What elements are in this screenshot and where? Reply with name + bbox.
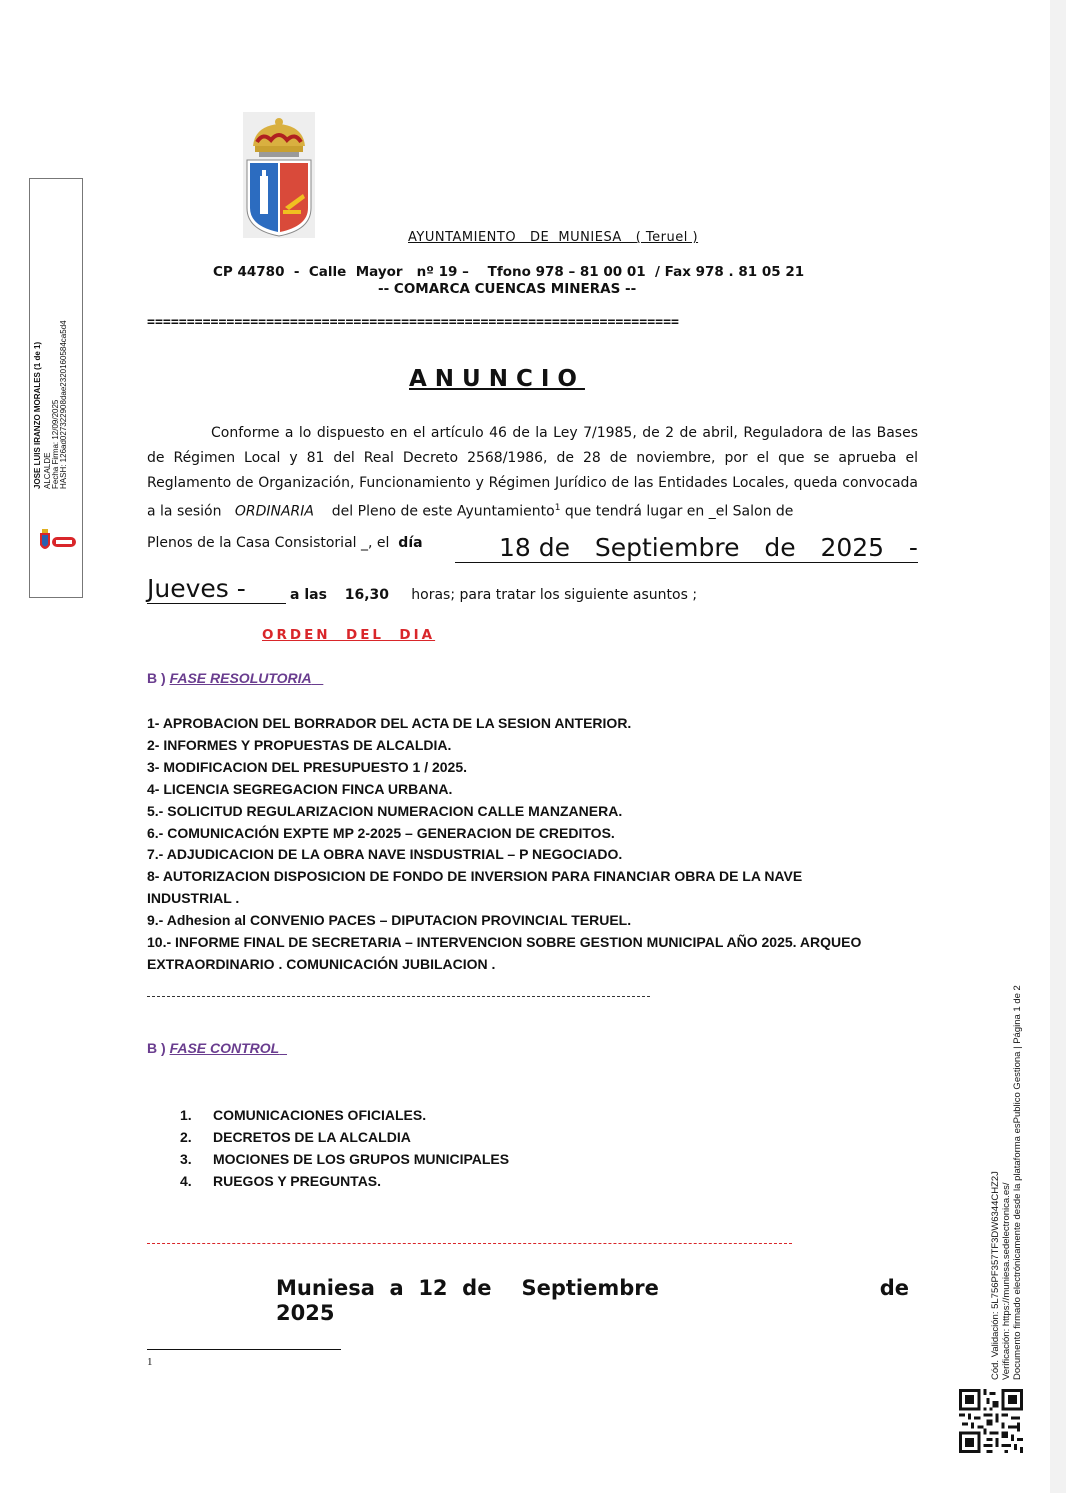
meeting-time: a las 16,30 horas; para tratar los siguiente asuntos ;	[290, 587, 698, 603]
footnote-separator	[147, 1349, 341, 1350]
footnote-ref: 1	[554, 503, 561, 513]
page-title: ANUNCIO	[409, 366, 585, 392]
list-item: 7.- ADJUDICACION DE LA OBRA NAVE INSDUSTRIAL – P NEGOCIADO.	[147, 846, 623, 863]
signer-role: ALCALDE	[43, 452, 52, 489]
sign-hash: HASH: 126ad027322908dae2320160584ca5d4	[59, 320, 68, 489]
address-line: CP 44780 - Calle Mayor nº 19 – Tfono 978 – 81 00 01 / Fax 978 . 81 05 21	[213, 264, 805, 280]
list-item: 3- MODIFICACION DEL PRESUPUESTO 1 / 2025.	[147, 758, 468, 775]
list-item: 1. COMUNICACIONES OFICIALES.	[180, 1107, 427, 1123]
divider-red	[147, 1243, 792, 1244]
list-item: 4- LICENCIA SEGREGACION FINCA URBANA.	[147, 780, 453, 797]
validation-url[interactable]: Verificación: https://muniesa.sedelectronica.es/	[1001, 1182, 1012, 1380]
region-line: -- COMARCA CUENCAS MINERAS --	[378, 281, 637, 297]
municipality-name: AYUNTAMIENTO DE MUNIESA ( Teruel )	[408, 230, 699, 245]
fase-resolutoria-heading: B ) FASE RESOLUTORIA	[147, 670, 312, 686]
meeting-place: Plenos de la Casa Consistorial _, el día	[147, 535, 423, 551]
list-item: 4. RUEGOS Y PREGUNTAS.	[180, 1173, 382, 1189]
list-item: 6.- COMUNICACIÓN EXPTE MP 2-2025 – GENERACION DE CREDITOS.	[147, 824, 615, 841]
qr-code-icon	[959, 1389, 1023, 1453]
footnote: 1	[147, 1356, 153, 1368]
coat-of-arms-icon	[243, 112, 315, 238]
list-item: 1- APROBACION DEL BORRADOR DEL ACTA DE LA SESION ANTERIOR.	[147, 715, 632, 731]
list-item: 3. MOCIONES DE LOS GRUPOS MUNICIPALES	[180, 1151, 510, 1167]
municipal-logo-icon	[38, 527, 78, 557]
validation-code: Cód. Validación: 5L756PF357TF3DW6344CHZ2J	[990, 1171, 1001, 1380]
meeting-date: 18 de Septiembre de 2025 -	[455, 533, 918, 563]
control-list	[180, 1104, 509, 1192]
list-item: 9.- Adhesion al CONVENIO PACES – DIPUTACION PROVINCIAL TERUEL.	[147, 912, 632, 929]
list-item: 2- INFORMES Y PROPUESTAS DE ALCALDIA.	[147, 736, 452, 753]
meeting-weekday: Jueves -	[147, 574, 286, 604]
list-item: 5.- SOLICITUD REGULARIZACION NUMERACION CALLE MANZANERA.	[147, 802, 623, 819]
closing-date: Muniesa a 12 de Septiembre de 2025	[276, 1276, 909, 1325]
signature-box	[29, 178, 83, 598]
agenda-list	[147, 713, 907, 976]
validation-page-info: Documento firmado electrónicamente desde la plataforma esPublico Gestiona | Página 1 de 2	[1012, 985, 1023, 1380]
divider	[147, 996, 650, 997]
session-type: ORDINARIA	[234, 503, 314, 520]
body-paragraph: Conforme a lo dispuesto en el artículo 46 de la Ley 7/1985, de 2 de abril, Reguladora de las Bases de Régimen Local y 81 del Real Decreto 2568/1986, de 28 de noviembre, por el que se aprueba el Reglamento de Organización, Funcionamiento y Régimen Jurídico de las Entidades Locales, queda convocada a la sesión ORDINARIA del Pleno de este Ayuntamiento$^1$ que tendrá lugar en _el Salon de	[147, 425, 918, 520]
sign-date: Fecha Firma: 12/09/2025	[51, 399, 60, 489]
fase-control-heading: B ) FASE CONTROL	[147, 1040, 280, 1056]
list-item: 10.- INFORME FINAL DE SECRETARIA – INTERVENCION SOBRE GESTION MUNICIPAL AÑO 2025. ARQUEO EXTRAORDINARIO . COMUNICACIÓN JUBILACION .	[147, 934, 862, 972]
agenda-title: ORDEN DEL DIA	[262, 627, 436, 643]
list-item: 2. DECRETOS DE LA ALCALDIA	[180, 1129, 411, 1145]
signer-name: JOSE LUIS IRANZO MORALES (1 de 1)	[33, 341, 42, 489]
list-item: 8- AUTORIZACION DISPOSICION DE FONDO DE INVERSION PARA FINANCIAR OBRA DE LA NAVE INDUSTRIAL .	[147, 868, 803, 907]
separator: ===================================================================	[147, 315, 679, 330]
